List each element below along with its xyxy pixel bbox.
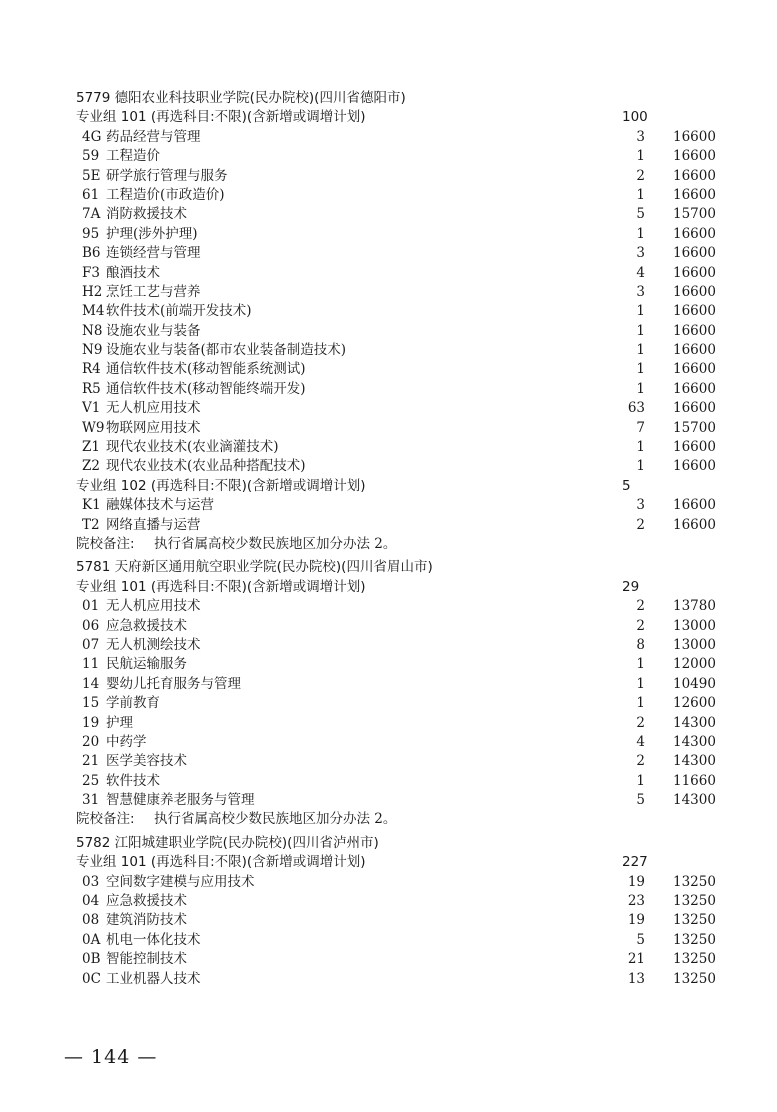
major-code: K1 [82,497,101,514]
school-note-text: 执行省属高校少数民族地区加分办法 2。 [154,811,397,828]
tuition-fee: 13250 [673,951,716,968]
major-row [0,675,777,694]
tuition-fee: 16600 [673,380,716,397]
tuition-fee: 16600 [673,303,716,320]
major-code: 21 [82,753,100,770]
major-name: 无人机测绘技术 [106,636,201,653]
plan-count: 1 [636,322,645,339]
plan-count: 1 [636,342,645,359]
plan-count: 1 [636,186,645,203]
major-name: 无人机应用技术 [106,598,201,615]
major-name: 工程造价(市政造价) [106,186,225,203]
plan-count: 23 [627,893,645,910]
plan-count: 1 [636,439,645,456]
major-code: 01 [82,598,100,615]
major-row [0,322,777,341]
major-row [0,128,777,147]
major-code: 08 [82,912,100,929]
major-row [0,147,777,166]
major-group-header [0,108,777,127]
major-row [0,892,777,911]
plan-count: 19 [627,873,645,890]
major-name: 民航运输服务 [106,656,187,673]
major-row [0,380,777,399]
plan-count: 2 [636,753,645,770]
major-name: 设施农业与装备 [106,322,201,339]
tuition-fee: 16600 [673,186,716,203]
major-name: 研学旅行管理与服务 [106,167,228,184]
major-row [0,438,777,457]
major-code: 14 [82,675,100,692]
major-code: 25 [82,772,100,789]
major-row [0,950,777,969]
school-note [0,810,777,829]
major-row [0,931,777,950]
tuition-fee: 14300 [673,733,716,750]
major-row [0,772,777,791]
school-title: 5779 德阳农业科技职业学院(民办院校)(四川省德阳市) [76,90,406,106]
major-code: T2 [82,516,100,533]
major-group-count: 29 [622,578,640,595]
major-row [0,244,777,263]
major-name: 婴幼儿托育服务与管理 [106,675,241,692]
major-row [0,302,777,321]
plan-count: 2 [636,516,645,533]
major-code: N8 [82,322,103,339]
major-name: 应急救援技术 [106,617,187,634]
plan-count: 2 [636,714,645,731]
major-code: Z1 [82,439,100,456]
major-code: V1 [82,400,101,417]
tuition-fee: 13780 [673,598,716,615]
school-title: 5782 江阳城建职业学院(民办院校)(四川省泸州市) [76,834,379,851]
tuition-fee: 16600 [673,516,716,533]
tuition-fee: 16600 [673,361,716,378]
major-name: 融媒体技术与运营 [106,497,214,514]
major-code: R5 [82,380,101,397]
major-row [0,360,777,379]
major-name: 设施农业与装备(都市农业装备制造技术) [106,342,347,359]
page-number: — 144 — [64,1046,158,1068]
plan-count: 3 [636,245,645,262]
major-row [0,186,777,205]
major-row [0,419,777,438]
major-name: 现代农业技术(农业品种搭配技术) [106,458,306,475]
major-row [0,791,777,810]
major-name: 建筑消防技术 [106,912,187,929]
plan-count: 4 [636,733,645,750]
plan-count: 21 [627,951,645,968]
major-group-header [0,477,777,496]
major-code: 03 [82,873,100,890]
tuition-fee: 16600 [673,342,716,359]
major-code: 0B [82,951,101,968]
school-header [0,834,777,853]
major-row [0,714,777,733]
tuition-fee: 13250 [673,912,716,929]
tuition-fee: 16600 [673,458,716,475]
school-note [0,535,777,554]
major-name: 工业机器人技术 [106,970,201,987]
major-group-label: 专业组 102 (再选科目:不限)(含新增或调增计划) [76,477,366,494]
major-code: 5E [82,167,101,184]
major-name: 无人机应用技术 [106,400,201,417]
major-row [0,516,777,535]
plan-count: 1 [636,303,645,320]
plan-count: 3 [636,128,645,145]
major-code: 61 [82,186,100,203]
major-name: 通信软件技术(移动智能终端开发) [106,380,306,397]
tuition-fee: 13000 [673,617,716,634]
major-row [0,225,777,244]
major-code: W9 [82,419,105,436]
school-title: 5781 天府新区通用航空职业学院(民办院校)(四川省眉山市) [76,559,433,576]
major-name: 应急救援技术 [106,893,187,910]
major-name: 软件技术 [106,772,160,789]
plan-count: 1 [636,695,645,712]
tuition-fee: 12000 [673,656,716,673]
plan-count: 5 [636,792,645,809]
tuition-fee: 14300 [673,753,716,770]
major-row [0,167,777,186]
major-name: 消防救援技术 [106,206,187,223]
major-row [0,636,777,655]
major-code: 04 [82,893,100,910]
plan-count: 2 [636,167,645,184]
major-code: 0A [82,931,101,948]
major-name: 智慧健康养老服务与管理 [106,792,255,809]
plan-count: 1 [636,656,645,673]
major-group-header [0,853,777,872]
major-name: 酿酒技术 [106,264,160,281]
major-name: 护理(涉外护理) [106,225,198,242]
admission-plan-list [0,89,777,989]
tuition-fee: 13250 [673,970,716,987]
school-header [0,89,777,108]
tuition-fee: 16600 [673,167,716,184]
major-code: 19 [82,714,100,731]
major-name: 智能控制技术 [106,951,187,968]
tuition-fee: 10490 [673,675,716,692]
major-name: 机电一体化技术 [106,931,201,948]
major-code: 7A [82,206,101,223]
plan-count: 1 [636,380,645,397]
tuition-fee: 16600 [673,283,716,300]
major-name: 医学美容技术 [106,753,187,770]
major-row [0,655,777,674]
major-code: Z2 [82,458,100,475]
plan-count: 1 [636,361,645,378]
major-code: 59 [82,148,100,165]
major-name: 物联网应用技术 [106,419,201,436]
tuition-fee: 16600 [673,264,716,281]
major-code: R4 [82,361,101,378]
major-code: F3 [82,264,100,281]
major-row [0,970,777,989]
major-name: 现代农业技术(农业滴灌技术) [106,439,279,456]
plan-count: 2 [636,617,645,634]
tuition-fee: 15700 [673,206,716,223]
tuition-fee: 16600 [673,148,716,165]
plan-count: 5 [636,931,645,948]
school-note-label: 院校备注: [76,811,135,828]
tuition-fee: 13250 [673,873,716,890]
tuition-fee: 16600 [673,497,716,514]
tuition-fee: 16600 [673,439,716,456]
major-code: 0C [82,970,101,987]
tuition-fee: 13000 [673,636,716,653]
tuition-fee: 14300 [673,714,716,731]
major-code: 20 [82,733,100,750]
major-row [0,617,777,636]
major-code: 15 [82,695,100,712]
plan-count: 3 [636,497,645,514]
major-group-label: 专业组 101 (再选科目:不限)(含新增或调增计划) [76,109,366,126]
major-row [0,873,777,892]
major-name: 烹饪工艺与营养 [106,283,201,300]
major-code: B6 [82,245,101,262]
major-row [0,496,777,515]
plan-count: 63 [627,400,645,417]
major-name: 网络直播与运营 [106,516,201,533]
plan-count: 2 [636,598,645,615]
plan-count: 4 [636,264,645,281]
major-row [0,399,777,418]
major-code: 11 [82,656,100,673]
plan-count: 19 [627,912,645,929]
major-code: 06 [82,617,100,634]
major-name: 护理 [106,714,133,731]
tuition-fee: 14300 [673,792,716,809]
tuition-fee: 16600 [673,225,716,242]
tuition-fee: 13250 [673,893,716,910]
major-name: 连锁经营与管理 [106,245,201,262]
plan-count: 1 [636,458,645,475]
major-row [0,205,777,224]
major-row [0,341,777,360]
major-row [0,283,777,302]
tuition-fee: 13250 [673,931,716,948]
major-group-count: 100 [622,109,648,126]
major-group-label: 专业组 101 (再选科目:不限)(含新增或调增计划) [76,854,366,871]
major-group-count: 227 [622,854,648,871]
school-header [0,558,777,577]
major-code: 31 [82,792,100,809]
major-code: M4 [82,303,105,320]
major-row [0,264,777,283]
major-row [0,457,777,476]
plan-count: 1 [636,225,645,242]
tuition-fee: 16600 [673,400,716,417]
major-name: 中药学 [106,733,147,750]
major-row [0,597,777,616]
school-note-label: 院校备注: [76,535,135,552]
major-group-label: 专业组 101 (再选科目:不限)(含新增或调增计划) [76,578,366,595]
school-note-text: 执行省属高校少数民族地区加分办法 2。 [154,535,397,552]
major-row [0,911,777,930]
tuition-fee: 16600 [673,128,716,145]
major-row [0,694,777,713]
major-name: 学前教育 [106,695,160,712]
plan-count: 1 [636,148,645,165]
major-code: H2 [82,283,103,300]
major-row [0,752,777,771]
major-code: 95 [82,225,100,242]
major-row [0,733,777,752]
plan-count: 1 [636,675,645,692]
tuition-fee: 16600 [673,322,716,339]
major-name: 软件技术(前端开发技术) [106,303,252,320]
major-code: 07 [82,636,100,653]
tuition-fee: 16600 [673,245,716,262]
plan-count: 13 [627,970,645,987]
major-name: 工程造价 [106,148,160,165]
tuition-fee: 12600 [673,695,716,712]
plan-count: 3 [636,283,645,300]
tuition-fee: 15700 [673,419,716,436]
plan-count: 8 [636,636,645,653]
major-group-count: 5 [622,477,631,494]
plan-count: 7 [636,419,645,436]
major-name: 药品经营与管理 [106,128,201,145]
major-code: N9 [82,342,103,359]
major-name: 通信软件技术(移动智能系统测试) [106,361,306,378]
plan-count: 1 [636,772,645,789]
major-group-header [0,578,777,597]
plan-count: 5 [636,206,645,223]
tuition-fee: 11660 [673,772,716,789]
major-code: 4G [82,128,102,145]
major-name: 空间数字建模与应用技术 [106,873,255,890]
